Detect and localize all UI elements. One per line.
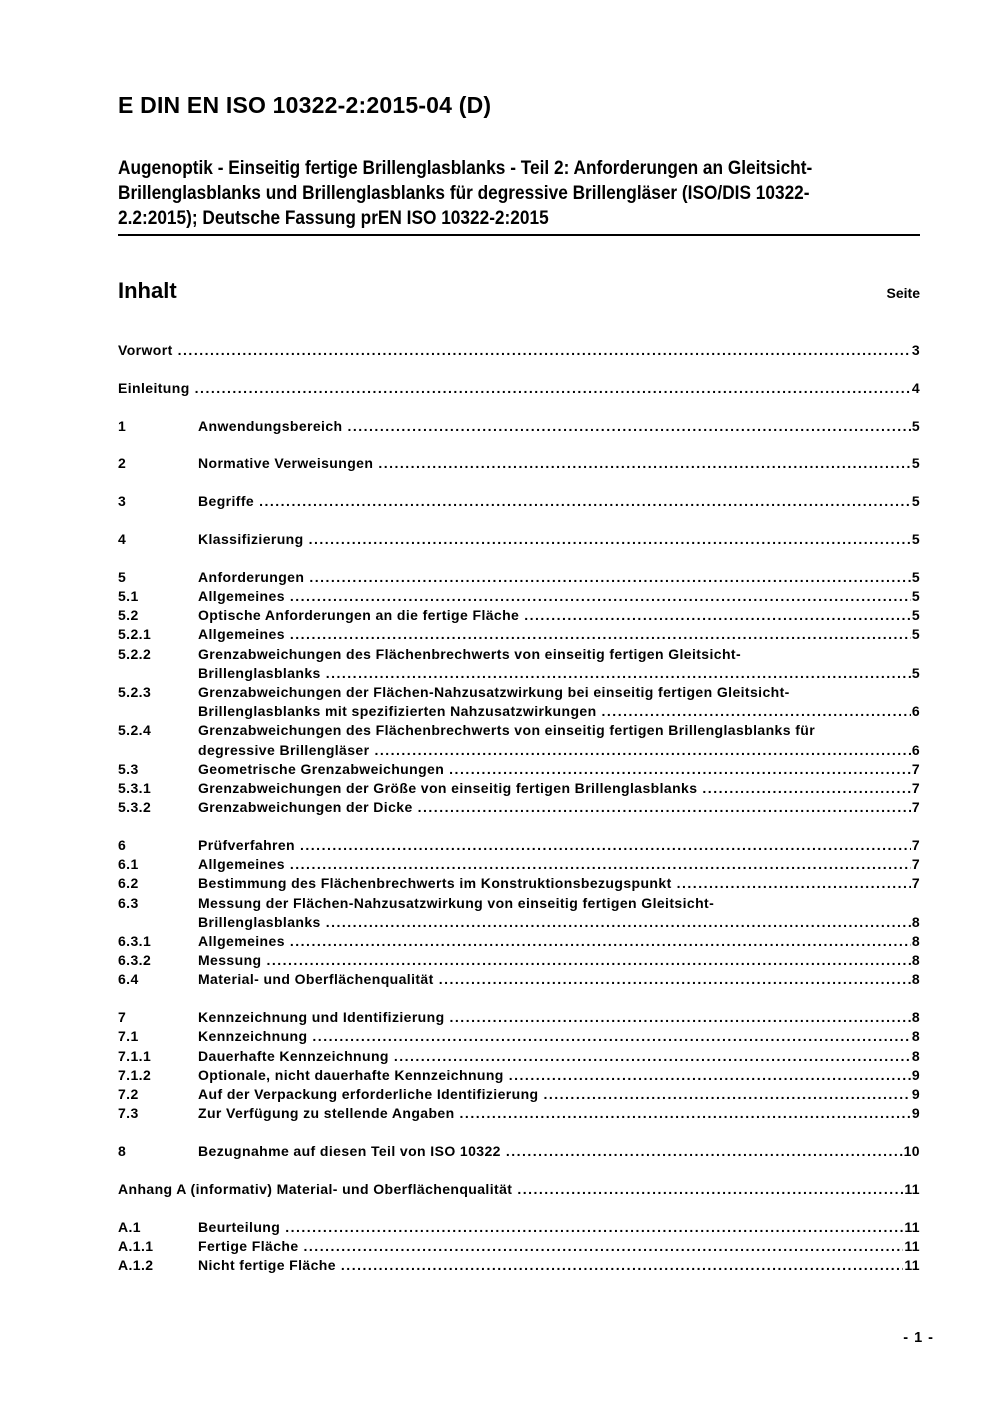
- toc-entry: [118, 1142, 920, 1161]
- toc-dotted-leader: [263, 951, 910, 970]
- toc-entry-number: 5.3.2: [118, 799, 152, 816]
- toc-line: [118, 1027, 920, 1046]
- toc-entry: [118, 779, 920, 798]
- toc-entry-title: Zur Verfügung zu stellende Angaben: [198, 1105, 455, 1122]
- toc-entry: [118, 625, 920, 644]
- toc-line: [118, 894, 920, 913]
- toc-line: [118, 664, 920, 683]
- toc-page-number: 10: [903, 1143, 920, 1160]
- toc-entry-number: 1: [118, 417, 127, 434]
- toc-dotted-leader: [446, 760, 911, 779]
- toc-line: [118, 779, 920, 798]
- toc-dotted-leader: [282, 1218, 903, 1237]
- toc-dotted-leader: [297, 836, 911, 855]
- toc-entry-number: 5.2.3: [118, 684, 152, 700]
- toc-group: [118, 530, 920, 549]
- toc-dotted-leader: [306, 530, 911, 549]
- toc-entry: [118, 587, 920, 606]
- toc-page-number: 5: [911, 607, 920, 624]
- toc-line: [118, 341, 920, 360]
- toc-line: [118, 702, 920, 721]
- toc-dotted-leader: [287, 932, 911, 951]
- toc-page-number: 6: [911, 741, 920, 758]
- toc-entry-number: A.1: [118, 1218, 141, 1235]
- toc-dotted-leader: [506, 1066, 911, 1085]
- toc-entry-number: 5.3.1: [118, 780, 152, 797]
- toc-entry-title: Optische Anforderungen an die fertige Fläche: [198, 607, 520, 624]
- contents-heading-row: [118, 278, 920, 304]
- toc-line: [118, 606, 920, 625]
- toc-group: [118, 341, 920, 360]
- toc-line: [118, 417, 920, 436]
- toc-entry-title: Bezugnahme auf diesen Teil von ISO 10322: [198, 1143, 501, 1160]
- toc-entry: [118, 874, 920, 893]
- toc-entry-number: 5.2.4: [118, 722, 152, 739]
- document-subtitle-line: Augenoptik - Einseitig fertige Brillenglasblanks - Teil 2: Anforderungen an Gleitsicht-: [118, 157, 813, 179]
- toc-group: [118, 417, 920, 436]
- toc-entry-title: Begriffe: [198, 493, 255, 510]
- toc-dotted-leader: [503, 1142, 903, 1161]
- toc-entry-title: Brillenglasblanks: [198, 913, 321, 930]
- toc-entry-number: A.1.2: [118, 1257, 154, 1274]
- toc-line: [118, 1256, 920, 1275]
- toc-entry: [118, 970, 920, 989]
- toc-page-number: 5: [911, 587, 920, 604]
- toc-entry-title: Nicht fertige Fläche: [198, 1257, 336, 1274]
- toc-entry-number: 5.3: [118, 760, 139, 777]
- toc-page-number: 8: [911, 1028, 920, 1045]
- toc-entry-title: Bestimmung des Flächenbrechwerts im Konstruktionsbezugspunkt: [198, 875, 672, 892]
- toc-page-number: 5: [911, 493, 920, 510]
- toc-entry: [118, 836, 920, 855]
- toc-entry-number: 7.1.2: [118, 1066, 152, 1083]
- toc-line: [118, 970, 920, 989]
- toc-page-number: 9: [911, 1066, 920, 1083]
- toc-entry-number: 5: [118, 568, 127, 585]
- toc-entry-title: Dauerhafte Kennzeichnung: [198, 1047, 389, 1064]
- toc-entry-number: 2: [118, 455, 127, 472]
- toc-page-number: 5: [911, 455, 920, 472]
- page-number-footer: - 1 -: [903, 1330, 934, 1346]
- document-subtitle-line: Brillenglasblanks und Brillenglasblanks für degressive Brillengläser (ISO/DIS 10322-: [118, 182, 810, 204]
- toc-entry: [118, 1180, 920, 1199]
- toc-entry-title: Prüfverfahren: [198, 837, 296, 854]
- toc-dotted-leader: [175, 341, 911, 360]
- toc-entry-title: degressive Brillengläser: [198, 741, 370, 758]
- toc-entry-title: Anwendungsbereich: [198, 417, 343, 434]
- toc-line: [118, 587, 920, 606]
- toc-entry-number: 5.1: [118, 587, 139, 604]
- toc-entry-title: Anforderungen: [198, 568, 305, 585]
- toc-entry: [118, 1066, 920, 1085]
- toc-line: [118, 1008, 920, 1027]
- toc-line: [118, 1104, 920, 1123]
- toc-page-number: 11: [904, 1180, 920, 1197]
- toc-entry: [118, 932, 920, 951]
- document-number-title: E DIN EN ISO 10322-2:2015-04 (D): [118, 92, 492, 118]
- toc-entry: [118, 951, 920, 970]
- toc-dotted-leader: [192, 379, 911, 398]
- toc-entry-number: 6.3.1: [118, 933, 152, 950]
- toc-entry: [118, 1027, 920, 1046]
- toc-entry-number: 3: [118, 493, 127, 510]
- toc-page-number: 5: [911, 568, 920, 585]
- toc-entry-title: Klassifizierung: [198, 530, 304, 547]
- toc-page-number: 8: [911, 952, 920, 969]
- toc-entry: [118, 1085, 920, 1104]
- toc-dotted-leader: [256, 492, 911, 511]
- toc-entry-title: Allgemeines: [198, 933, 285, 950]
- toc-entry-title: Allgemeines: [198, 856, 285, 873]
- toc-page-number: 5: [911, 530, 920, 547]
- toc-dotted-leader: [699, 779, 910, 798]
- page-column-label: Seite: [886, 285, 920, 301]
- toc-entry-title: Messung: [198, 952, 262, 969]
- toc-page-number: 7: [911, 760, 920, 777]
- toc-page-number: 5: [911, 664, 920, 681]
- toc-dotted-leader: [521, 606, 911, 625]
- toc-entry-number: 5.2: [118, 607, 139, 624]
- toc-line: [118, 836, 920, 855]
- toc-entry-number: 5.2.1: [118, 626, 152, 643]
- toc-page-number: 5: [911, 626, 920, 643]
- toc-page-number: 11: [904, 1237, 920, 1254]
- toc-entry-title: Grenzabweichungen der Flächen-Nahzusatzwirkung bei einseitig fertigen Gleitsicht-: [198, 684, 790, 700]
- toc-page-number: 3: [911, 342, 920, 358]
- toc-page-number: 7: [911, 837, 920, 854]
- toc-entry-number: 6: [118, 837, 127, 854]
- toc-page-number: 8: [911, 933, 920, 950]
- toc-dotted-leader: [287, 625, 911, 644]
- toc-dotted-leader: [287, 855, 911, 874]
- toc-dotted-leader: [391, 1047, 911, 1066]
- toc-dotted-leader: [301, 1237, 904, 1256]
- toc-entry: [118, 1104, 920, 1123]
- toc-page-number: 7: [911, 856, 920, 873]
- toc-entry-title: Kennzeichnung: [198, 1028, 308, 1045]
- toc-entry: [118, 855, 920, 874]
- toc-entry-title: Grenzabweichungen der Dicke: [198, 799, 413, 816]
- toc-dotted-leader: [436, 970, 911, 989]
- contents-heading: Inhalt: [118, 278, 177, 303]
- toc-entry-number: 4: [118, 530, 127, 547]
- toc-line: [118, 625, 920, 644]
- toc-entry: [118, 492, 920, 511]
- toc-entry-title: Kennzeichnung und Identifizierung: [198, 1009, 445, 1026]
- toc-entry: [118, 417, 920, 436]
- document-subtitle: [118, 156, 920, 236]
- toc-line: [118, 741, 920, 760]
- toc-entry-number: 7.2: [118, 1086, 139, 1103]
- toc-entry: [118, 530, 920, 549]
- toc-line: [118, 951, 920, 970]
- toc-entry-title: Fertige Fläche: [198, 1237, 299, 1254]
- toc-entry: [118, 606, 920, 625]
- toc-group: [118, 568, 920, 818]
- toc-entry-title: Grenzabweichungen des Flächenbrechwerts von einseitig fertigen Gleitsicht-: [198, 645, 742, 662]
- toc-entry-number: 6.3.2: [118, 952, 152, 969]
- toc-page-number: 7: [911, 780, 920, 797]
- toc-page-number: 8: [911, 1047, 920, 1064]
- toc-entry-number: 7: [118, 1009, 127, 1026]
- toc-entry-number: 6.4: [118, 971, 139, 988]
- toc-line: [118, 1085, 920, 1104]
- toc-group: [118, 1180, 920, 1199]
- toc-dotted-leader: [309, 1027, 910, 1046]
- page-content: [118, 0, 920, 1275]
- toc-entry: [118, 760, 920, 779]
- toc-entry-number: A.1.1: [118, 1237, 154, 1254]
- toc-entry: [118, 645, 920, 683]
- toc-dotted-leader: [338, 1256, 903, 1275]
- toc-entry: [118, 1237, 920, 1256]
- toc-entry-title: Optionale, nicht dauerhafte Kennzeichnung: [198, 1066, 504, 1083]
- toc-line: [118, 379, 920, 398]
- toc-line: [118, 932, 920, 951]
- toc-page-number: 11: [904, 1257, 920, 1274]
- toc-entry-number: 6.2: [118, 875, 139, 892]
- toc-entry: [118, 683, 920, 721]
- toc-entry-number: 8: [118, 1143, 127, 1160]
- toc-line: [118, 683, 920, 702]
- toc-page-number: 9: [911, 1105, 920, 1122]
- toc-page-number: 5: [911, 417, 920, 434]
- toc-entry: [118, 1008, 920, 1027]
- toc-entry-title: Anhang A (informativ) Material- und Oberflächenqualität: [118, 1180, 513, 1197]
- toc-entry: [118, 1256, 920, 1275]
- toc-page-number: 11: [904, 1218, 920, 1235]
- toc-page-number: 6: [911, 703, 920, 720]
- toc-entry: [118, 798, 920, 817]
- toc-line: [118, 568, 920, 587]
- toc-line: [118, 530, 920, 549]
- toc-entry-title: Normative Verweisungen: [198, 455, 374, 472]
- toc-line: [118, 855, 920, 874]
- toc-group: [118, 492, 920, 511]
- toc-group: [118, 454, 920, 473]
- toc-dotted-leader: [344, 417, 910, 436]
- toc-page-number: 8: [911, 1009, 920, 1026]
- toc-line: [118, 721, 920, 740]
- toc-entry: [118, 1047, 920, 1066]
- toc-entry-title: Grenzabweichungen des Flächenbrechwerts von einseitig fertigen Brillenglasblanks für: [198, 722, 816, 739]
- toc-page-number: 4: [911, 379, 920, 396]
- document-subtitle-line: 2.2:2015); Deutsche Fassung prEN ISO 10322-2:2015: [118, 207, 549, 229]
- toc-entry-title: Grenzabweichungen der Größe von einseitig fertigen Brillenglasblanks: [198, 780, 698, 797]
- toc-dotted-leader: [306, 568, 911, 587]
- toc-entry: [118, 454, 920, 473]
- toc-entry-number: 6.3: [118, 894, 139, 911]
- toc-dotted-leader: [540, 1085, 910, 1104]
- toc-entry-title: Auf der Verpackung erforderliche Identifizierung: [198, 1086, 539, 1103]
- toc-group: [118, 1218, 920, 1276]
- toc-entry-title: Messung der Flächen-Nahzusatzwirkung von einseitig fertigen Gleitsicht-: [198, 894, 715, 911]
- toc-dotted-leader: [514, 1180, 903, 1199]
- toc-entry-title: Einleitung: [118, 379, 190, 396]
- toc-page-number: 9: [911, 1086, 920, 1103]
- toc-dotted-leader: [287, 587, 911, 606]
- toc-entry: [118, 379, 920, 398]
- toc-entry-title: Allgemeines: [198, 587, 285, 604]
- toc-group: [118, 1008, 920, 1123]
- toc-entry-number: 7.1.1: [118, 1047, 152, 1064]
- toc-entry-number: 5.2.2: [118, 645, 152, 662]
- toc-entry-title: Geometrische Grenzabweichungen: [198, 760, 445, 777]
- toc-entry-title: Brillenglasblanks: [198, 664, 321, 681]
- toc-line: [118, 874, 920, 893]
- toc-page-number: 8: [911, 913, 920, 930]
- toc-entry-title: Brillenglasblanks mit spezifizierten Nahzusatzwirkungen: [198, 703, 597, 720]
- toc-line: [118, 760, 920, 779]
- toc-group: [118, 836, 920, 990]
- toc-line: [118, 1237, 920, 1256]
- toc-line: [118, 1218, 920, 1237]
- toc-line: [118, 645, 920, 664]
- toc-line: [118, 1180, 920, 1199]
- toc-page-number: 8: [911, 971, 920, 988]
- toc-line: [118, 798, 920, 817]
- toc-dotted-leader: [371, 741, 910, 760]
- toc-page-number: 7: [911, 875, 920, 892]
- toc-entry: [118, 1218, 920, 1237]
- toc-line: [118, 1066, 920, 1085]
- toc: [118, 341, 920, 1275]
- toc-dotted-leader: [375, 454, 911, 473]
- toc-entry-title: Allgemeines: [198, 626, 285, 643]
- toc-dotted-leader: [415, 798, 911, 817]
- toc-entry: [118, 894, 920, 932]
- toc-group: [118, 379, 920, 398]
- toc-line: [118, 492, 920, 511]
- toc-dotted-leader: [457, 1104, 911, 1123]
- toc-entry-title: Beurteilung: [198, 1218, 281, 1235]
- toc-dotted-leader: [599, 702, 911, 721]
- toc-dotted-leader: [447, 1008, 911, 1027]
- toc-entry: [118, 341, 920, 360]
- toc-page-number: 7: [911, 799, 920, 816]
- toc-entry-title: Vorwort: [118, 342, 173, 358]
- toc-dotted-leader: [323, 913, 911, 932]
- toc-entry: [118, 568, 920, 587]
- toc-entry-number: 7.3: [118, 1105, 139, 1122]
- toc-entry-title: Material- und Oberflächenqualität: [198, 971, 434, 988]
- toc-line: [118, 913, 920, 932]
- toc-line: [118, 1047, 920, 1066]
- toc-dotted-leader: [323, 664, 911, 683]
- toc-line: [118, 1142, 920, 1161]
- toc-line: [118, 454, 920, 473]
- toc-entry-number: 6.1: [118, 856, 139, 873]
- toc-dotted-leader: [674, 874, 911, 893]
- toc-entry-number: 7.1: [118, 1028, 139, 1045]
- toc-group: [118, 1142, 920, 1161]
- toc-entry: [118, 721, 920, 759]
